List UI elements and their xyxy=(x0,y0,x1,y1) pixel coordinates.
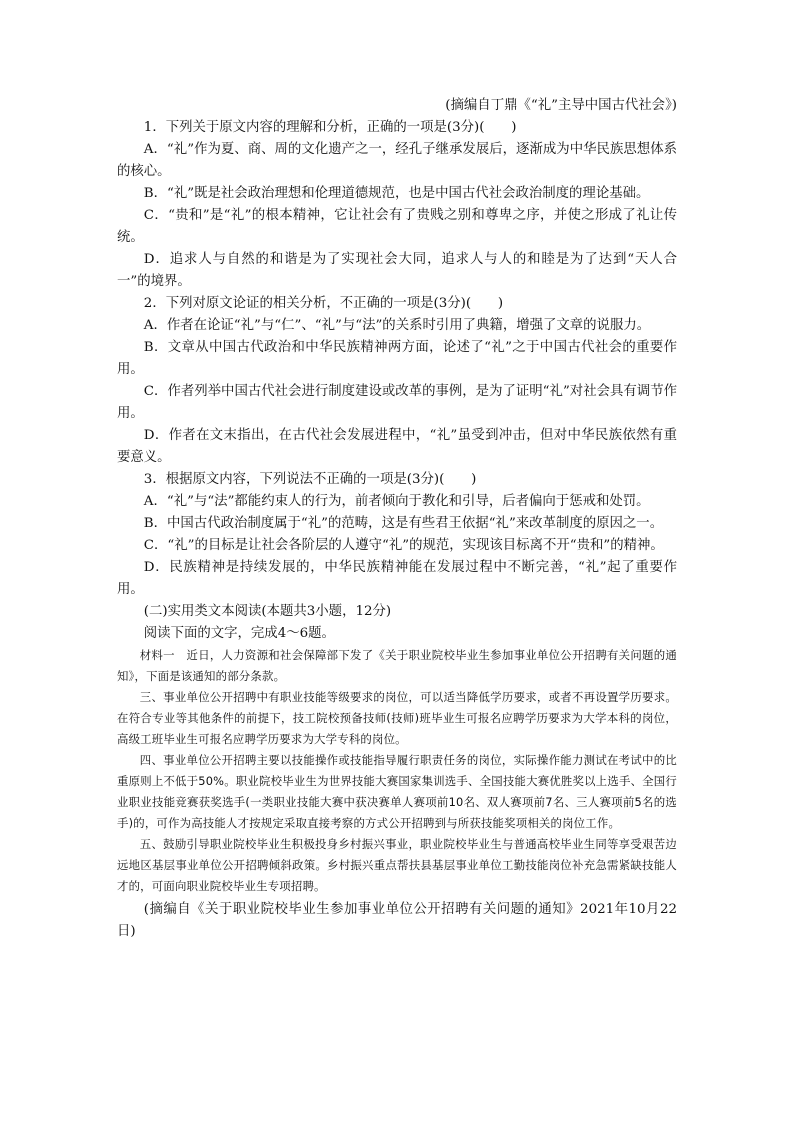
option-c: C．“贵和”是“礼”的根本精神，它让社会有了贵贱之别和尊卑之序，并使之形成了礼让传统。 xyxy=(117,208,677,245)
question-1 xyxy=(117,117,677,293)
question-2 xyxy=(117,293,677,469)
option-d: D．作者在文末指出，在古代社会发展进程中，“礼”虽受到冲击，但对中华民族依然有重要意义。 xyxy=(117,428,677,465)
question-stem: 2．下列对原文论证的相关分析，不正确的一项是(3分)( ) xyxy=(143,296,504,311)
clause-five: 五、鼓励引导职业院校毕业生积极投身乡村振兴事业，职业院校毕业生与普通高校毕业生同等享受艰苦边远地区基层事业单位公开招聘倾斜政策。乡村振兴重点帮扶县基层事业单位工勤技能岗位补充急需紧缺技能人才的，可面向职业院校毕业生专项招聘。 xyxy=(117,837,677,893)
material-intro: 材料一 近日，人力资源和社会保障部下发了《关于职业院校毕业生参加事业单位公开招聘有关问题的通知》，下面是该通知的部分条款。 xyxy=(117,648,677,683)
source-citation-bottom: (摘编自《关于职业院校毕业生参加事业单位公开招聘有关问题的通知》2021年10月22日) xyxy=(117,902,677,939)
question-3 xyxy=(117,469,677,601)
clause-four: 四、事业单位公开招聘主要以技能操作或技能指导履行职责任务的岗位，实际操作能力测试在考试中的比重原则上不低于50%。职业院校毕业生为世界技能大赛国家集训选手、全国技能大赛优胜奖以上选手、全国行业职业技能竞赛获奖选手(一类职业技能大赛中获决赛单人赛项前10名、双人赛项前7名、三人赛项前5名的选手)的，可作为高技能人才按规定采取直接考察的方式公开招聘到与所获技能奖项相关的岗位工作。 xyxy=(117,753,677,830)
document-page xyxy=(117,95,677,943)
material-block xyxy=(117,645,677,897)
option-d: D．民族精神是持续发展的，中华民族精神能在发展过程中不断完善，“礼”起了重要作用。 xyxy=(117,560,677,597)
option-b: B．文章从中国古代政治和中华民族精神两方面，论述了“礼”之于中国古代社会的重要作用。 xyxy=(117,340,677,377)
option-b: B．“礼”既是社会政治理想和伦理道德规范，也是中国古代社会政治制度的理论基础。 xyxy=(143,186,650,201)
reading-instruction: 阅读下面的文字，完成4～6题。 xyxy=(143,626,335,641)
option-b: B．中国古代政治制度属于“礼”的范畴，这是有些君王依据“礼”来改革制度的原因之一。 xyxy=(143,516,664,531)
option-c: C．“礼”的目标是让社会各阶层的人遵守“礼”的规范，实现该目标离不开“贵和”的精神。 xyxy=(143,538,664,553)
option-a: A．作者在论证“礼”与“仁”、“礼”与“法”的关系时引用了典籍，增强了文章的说服力。 xyxy=(143,318,651,333)
option-d: D．追求人与自然的和谐是为了实现社会大同，追求人与人的和睦是为了达到“天人合一”的境界。 xyxy=(117,252,677,289)
question-stem: 1．下列关于原文内容的理解和分析，正确的一项是(3分)( ) xyxy=(143,120,517,135)
question-stem: 3．根据原文内容，下列说法不正确的一项是(3分)( ) xyxy=(143,472,477,487)
source-citation-top: (摘编自丁鼎《“礼”主导中国古代社会》) xyxy=(445,98,677,113)
option-c: C．作者列举中国古代社会进行制度建设或改革的事例，是为了证明“礼”对社会具有调节作用。 xyxy=(117,384,677,421)
clause-three: 三、事业单位公开招聘中有职业技能等级要求的岗位，可以适当降低学历要求，或者不再设置学历要求。在符合专业等其他条件的前提下，技工院校预备技师(技师)班毕业生可报名应聘学历要求为大学本科的岗位，高级工班毕业生可报名应聘学历要求为大学专科的岗位。 xyxy=(117,690,677,746)
option-a: A．“礼”与“法”都能约束人的行为，前者倾向于教化和引导，后者偏向于惩戒和处罚。 xyxy=(143,494,650,509)
section-heading: (二)实用类文本阅读(本题共3小题，12分) xyxy=(143,604,392,619)
option-a: A．“礼”作为夏、商、周的文化遗产之一，经孔子继承发展后，逐渐成为中华民族思想体系的核心。 xyxy=(117,142,677,179)
